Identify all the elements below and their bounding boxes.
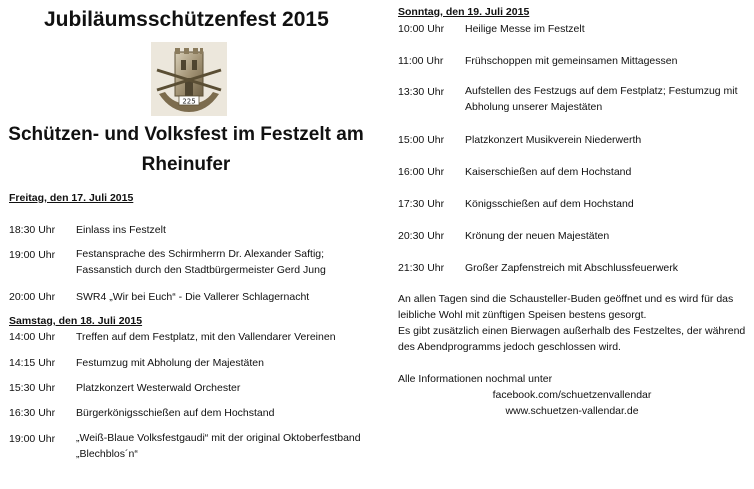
event-description: SWR4 „Wir bei Euch“ - Die Vallerer Schlagernacht [76,291,310,303]
event-description [76,430,361,462]
event-description: Einlass ins Festzelt [76,224,166,236]
event-time: 17:30 Uhr [398,198,445,210]
event-description: Krönung der neuen Majestäten [465,230,610,242]
info-line: des Abendprogramms jedoch geschlossen wird. [398,341,621,353]
event-description-line: Aufstellen des Festzugs auf dem Festplatz; Festumzug mit [465,85,738,97]
event-time: 13:30 Uhr [398,86,445,98]
event-description [76,246,326,278]
event-description: Heilige Messe im Festzelt [465,23,585,35]
event-time: 16:00 Uhr [398,166,445,178]
event-description: Platzkonzert Musikverein Niederwerth [465,134,642,146]
event-time: 10:00 Uhr [398,23,445,35]
page-title: Jubiläumsschützenfest 2015 [44,8,329,31]
event-description: Treffen auf dem Festplatz, mit den Vallendarer Vereinen [76,331,336,343]
emblem-year: 225 [182,97,196,106]
event-time: 21:30 Uhr [398,262,445,274]
event-description-line: Abholung unserer Majestäten [465,101,603,113]
event-time: 15:00 Uhr [398,134,445,146]
event-description: Festumzug mit Abholung der Majestäten [76,357,264,369]
event-description: Großer Zapfenstreich mit Abschlussfeuerwerk [465,262,678,274]
event-time: 20:30 Uhr [398,230,445,242]
event-description: Kaiserschießen auf dem Hochstand [465,166,632,178]
event-time: 19:00 Uhr [9,433,56,445]
event-time: 14:00 Uhr [9,331,56,343]
event-description-line: „Weiß-Blaue Volksfestgaudi“ mit der original Oktoberfestband [76,432,361,444]
event-description-line: „Blechblos´n“ [76,448,138,460]
club-emblem [151,42,227,116]
event-description: Platzkonzert Westerwald Orchester [76,382,241,394]
event-time: 20:00 Uhr [9,291,56,303]
event-time: 14:15 Uhr [9,357,56,369]
website-link[interactable]: www.schuetzen-vallendar.de [505,405,639,417]
subtitle-line-1: Schützen- und Volksfest im Festzelt am [8,124,364,145]
info-intro: Alle Informationen nochmal unter [398,373,553,385]
info-line: leibliche Wohl mit zünftigen Speisen bestens gesorgt. [398,309,647,321]
facebook-link[interactable]: facebook.com/schuetzenvallendar [492,389,652,401]
friday-heading: Freitag, den 17. Juli 2015 [9,192,134,204]
event-time: 18:30 Uhr [9,224,56,236]
sunday-heading: Sonntag, den 19. Juli 2015 [398,6,530,18]
event-description [465,83,738,115]
info-line: An allen Tagen sind die Schausteller-Buden geöffnet und es wird für das [398,293,734,305]
info-line: Es gibt zusätzlich einen Bierwagen außerhalb des Festzeltes, der während [398,325,746,337]
event-time: 11:00 Uhr [398,55,444,67]
event-time: 16:30 Uhr [9,407,56,419]
event-description: Frühschoppen mit gemeinsamen Mittagessen [465,55,678,67]
event-description: Königsschießen auf dem Hochstand [465,198,634,210]
event-time: 15:30 Uhr [9,382,56,394]
event-description-line: Festansprache des Schirmherrn Dr. Alexander Saftig; [76,248,325,260]
subtitle-line-2: Rheinufer [141,154,231,175]
info-paragraph [398,291,745,355]
event-description: Bürgerkönigsschießen auf dem Hochstand [76,407,275,419]
saturday-heading: Samstag, den 18. Juli 2015 [9,315,143,327]
event-time: 19:00 Uhr [9,249,56,261]
event-description-line: Fassanstich durch den Stadtbürgermeister Gerd Jung [76,264,326,276]
